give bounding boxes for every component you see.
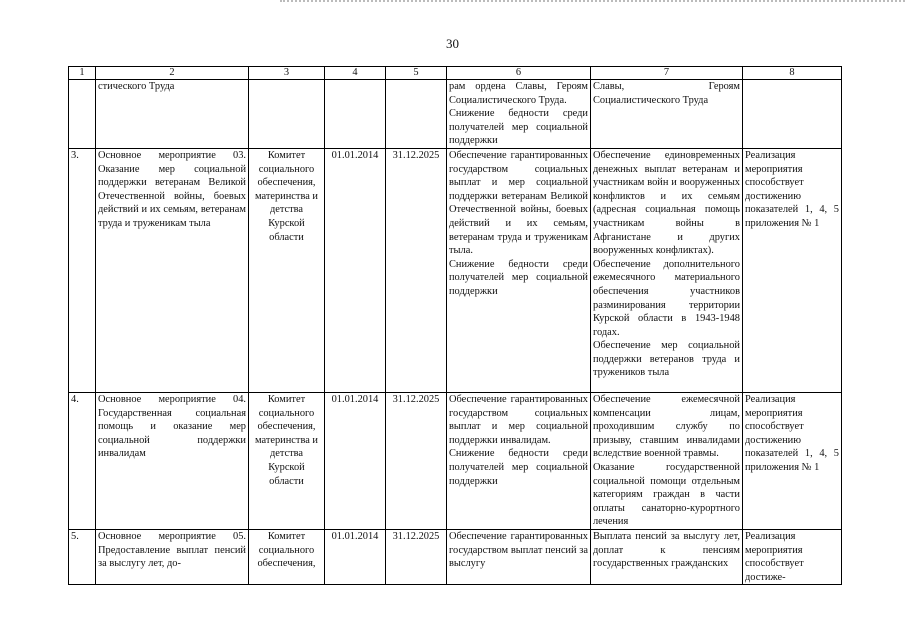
column-number: 4: [325, 67, 386, 80]
end-date: 31.12.2025: [386, 148, 447, 392]
end-date: [386, 80, 447, 149]
column-number: 6: [447, 67, 591, 80]
aspect-paragraph: Выплата пенсий за выслугу лет, доплат к пенсиям государственных гражданских: [593, 530, 740, 570]
measure-name: Основное мероприятие 05. Предоставление выплат пенсий за выслугу лет, до-: [96, 529, 249, 584]
main-aspects: [591, 148, 743, 392]
scan-edge-mark: [280, 0, 905, 2]
expected-result: [447, 392, 591, 529]
aspect-paragraph: Славы, Героям Социалистического Труда: [593, 81, 740, 106]
column-number: 3: [249, 67, 325, 80]
indicator-link: Реализация мероприятия способствует достижению показателей 1, 4, 5 приложения № 1: [743, 148, 842, 392]
measure-name: Основное мероприятие 03. Оказание мер социальной поддержки ветеранам Великой Отечественной войны, боевых действий и их семьям, ветеранам труда и труженикам тыла: [96, 148, 249, 392]
column-numbers-row: [69, 67, 842, 80]
column-number: 5: [386, 67, 447, 80]
result-paragraph: рам ордена Славы, Героям Социалистического Труда.: [449, 81, 588, 106]
row-number: 4.: [69, 392, 96, 529]
expected-result: [447, 529, 591, 584]
result-paragraph: Обеспечение гарантированных государством социальных выплат и мер социальной поддержки ветеранам Великой Отечественной войны, боевых действий и их семьям, ветеранам труда и труженикам тыла.: [449, 149, 588, 257]
result-paragraph: Снижение бедности среди получателей мер социальной поддержки: [449, 258, 588, 297]
table-row: [69, 148, 842, 392]
column-number: 2: [96, 67, 249, 80]
measure-name: стического Труда: [96, 80, 249, 149]
aspect-paragraph: Обеспечение единовременных денежных выплат ветеранам и участникам войн и вооруженных конфликтов и их семьям (адресная социальная помощь участникам войны в Афганистане и других вооруженных конфликтах).: [593, 149, 740, 257]
start-date: [325, 80, 386, 149]
main-aspects: [591, 80, 743, 149]
result-paragraph: Обеспечение гарантированных государством социальных выплат и мер социальной поддержки инвалидам.: [449, 393, 588, 446]
executor: Комитет социального обеспечения, материнства и детства Курской области: [249, 148, 325, 392]
expected-result: [447, 148, 591, 392]
row-number: 3.: [69, 148, 96, 392]
result-paragraph: Снижение бедности среди получателей мер социальной поддержки: [449, 108, 588, 147]
table-row: [69, 392, 842, 529]
aspect-paragraph: Обеспечение ежемесячной компенсации лицам, проходившим службу по призыву, ставшим инвалидами вследствие военной травмы.: [593, 393, 740, 460]
row-number: [69, 80, 96, 149]
column-number: 1: [69, 67, 96, 80]
indicator-link: Реализация мероприятия способствует достиже-: [743, 529, 842, 584]
aspect-paragraph: Обеспечение дополнительного ежемесячного материального обеспечения участников разминирования территории Курской области в 1943-1948 годах.: [593, 258, 740, 338]
expected-result: [447, 80, 591, 149]
start-date: 01.01.2014: [325, 392, 386, 529]
continuation-row: [69, 80, 842, 149]
measures-table: [68, 66, 842, 585]
column-number: 7: [591, 67, 743, 80]
start-date: 01.01.2014: [325, 148, 386, 392]
main-aspects: [591, 392, 743, 529]
start-date: 01.01.2014: [325, 529, 386, 584]
end-date: 31.12.2025: [386, 392, 447, 529]
executor: [249, 80, 325, 149]
column-number: 8: [743, 67, 842, 80]
indicator-link: Реализация мероприятия способствует достижению показателей 1, 4, 5 приложения № 1: [743, 392, 842, 529]
row-number: 5.: [69, 529, 96, 584]
executor: Комитет социального обеспечения, материнства и детства Курской области: [249, 392, 325, 529]
aspect-paragraph: Оказание государственной социальной помощи отдельным категориям граждан в части оплаты санаторно-курортного лечения: [593, 461, 740, 528]
page-number: 30: [446, 36, 459, 51]
result-paragraph: Обеспечение гарантированных государством выплат пенсий за выслугу: [449, 530, 588, 570]
end-date: 31.12.2025: [386, 529, 447, 584]
result-paragraph: Снижение бедности среди получателей мер социальной поддержки: [449, 448, 588, 487]
executor: Комитет социального обеспечения,: [249, 529, 325, 584]
measure-name: Основное мероприятие 04. Государственная социальная помощь и оказание мер социальной поддержки инвалидам: [96, 392, 249, 529]
main-aspects: [591, 529, 743, 584]
table-row: [69, 529, 842, 584]
aspect-paragraph: Обеспечение мер социальной поддержки ветеранов труда и тружеников тыла: [593, 340, 740, 379]
indicator-link: [743, 80, 842, 149]
